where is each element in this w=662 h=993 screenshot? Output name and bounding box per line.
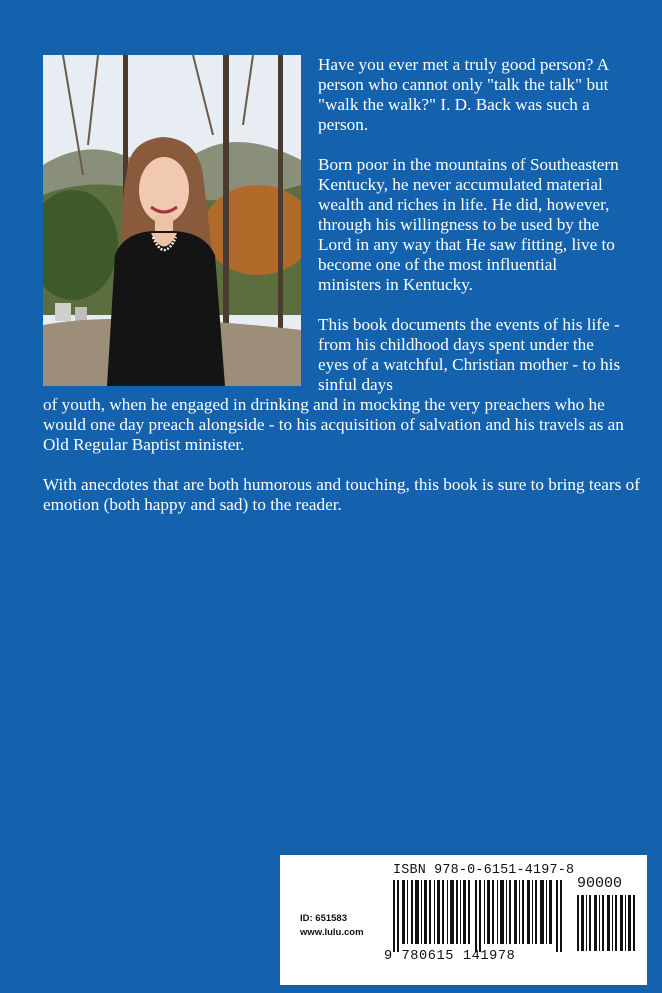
blurb-paragraph-3-bottom: of youth, when he engaged in drinking and in mocking the very preachers who he would one day preach alongside - to his acquisition of salvation and his travels as an Old Regular Baptist minister. (43, 395, 624, 454)
barcode-addon (577, 895, 635, 951)
barcode-digits: 9 780615 141978 (384, 949, 516, 964)
blurb-paragraph-2: Born poor in the mountains of Southeastern Kentucky, he never accumulated material wealth and riches in life. He did, however, through his willingness to be used by the Lord in any way that He saw fitting, live to become one of the most influential ministers in Kentucky. (318, 155, 619, 294)
lulu-url: www.lulu.com (300, 927, 364, 938)
blurb-paragraph-4: With anecdotes that are both humorous and touching, this book is sure to bring tears of emotion (both happy and sad) to the reader. (43, 475, 640, 514)
blurb-paragraph-3-top: This book documents the events of his life - from his childhood days spent under the eyes of a watchful, Christian mother - to his sinful days (318, 315, 621, 394)
back-cover-blurb (43, 55, 640, 535)
price-code: 90000 (577, 875, 623, 892)
lulu-id: ID: 651583 (300, 913, 348, 924)
blurb-paragraph-1: Have you ever met a truly good person? A person who cannot only "talk the talk" but "walk the walk?" I. D. Back was such a person. (318, 55, 609, 134)
author-photo (43, 55, 301, 386)
barcode-main (393, 880, 568, 952)
isbn-barcode-box (280, 855, 647, 985)
isbn-label: ISBN 978-0-6151-4197-8 (393, 863, 575, 878)
